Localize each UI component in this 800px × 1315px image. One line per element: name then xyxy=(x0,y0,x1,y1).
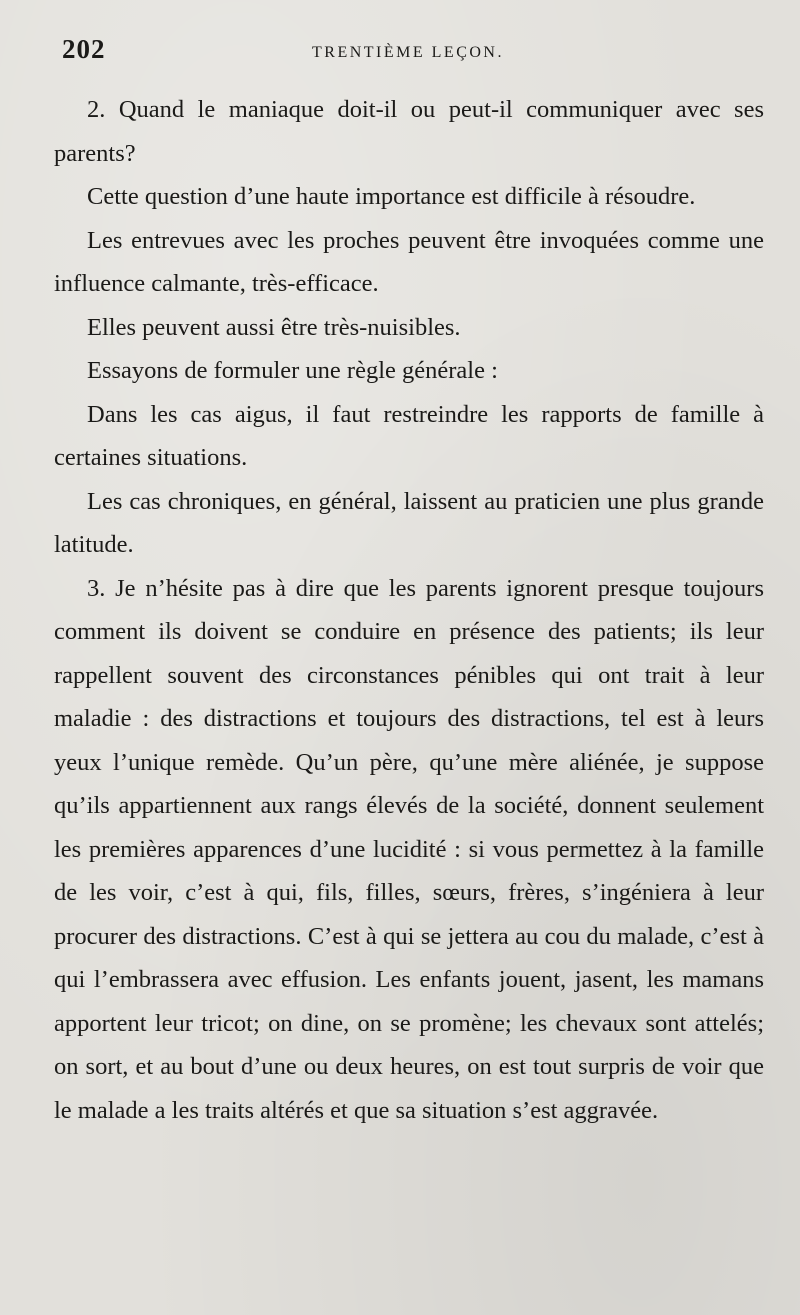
body-text xyxy=(54,88,764,1132)
page-header xyxy=(62,34,762,74)
paragraph: Dans les cas aigus, il faut restreindre les rapports de famille à certaines situations. xyxy=(54,400,764,471)
paragraph: Essayons de formuler une règle générale : xyxy=(87,357,498,384)
paragraph: Les entrevues avec les proches peuvent être invoquées comme une influence calmante, très-efficace. xyxy=(54,226,764,297)
paragraph: Elles peuvent aussi être très-nuisibles. xyxy=(87,313,461,341)
paragraph: 3. Je n’hésite pas à dire que les parents ignorent presque toujours comment ils doivent se conduire en présence des patients; ils leur rappellent souvent des circonstances pénibles qui ont trait à leur maladie : des distractions et toujours des distractions, tel est à leurs yeux l’unique remède. Qu’un père, qu’une mère aliénée, je suppose qu’ils appartiennent aux rangs élevés de la société, donnent seulement les premières apparences d’une lucidité : si vous permettez à la famille de les voir, c’est à qui, fils, filles, sœurs, frères, s’ingéniera à leur procurer des distractions. C’est à qui se jettera au cou du malade, c’est à qui l’embrassera avec effusion. Les enfants jouent, jasent, les mamans apportent leur tricot; on dine, on se promène; les chevaux sont attelés; on sort, et au bout d’une ou deux heures, on est tout surpris de voir que le malade a les traits altérés et que sa situation s’est aggravée. xyxy=(54,574,764,1124)
page-number: 202 xyxy=(62,34,106,64)
paragraph: Les cas chroniques, en général, laissent au praticien une plus grande latitude. xyxy=(54,487,764,558)
paragraph: 2. Quand le maniaque doit-il ou peut-il communiquer avec ses parents? xyxy=(54,96,764,167)
paragraph: Cette question d’une haute importance est difficile à résoudre. xyxy=(87,183,696,210)
running-title: TRENTIÈME LEÇON. xyxy=(312,44,504,61)
